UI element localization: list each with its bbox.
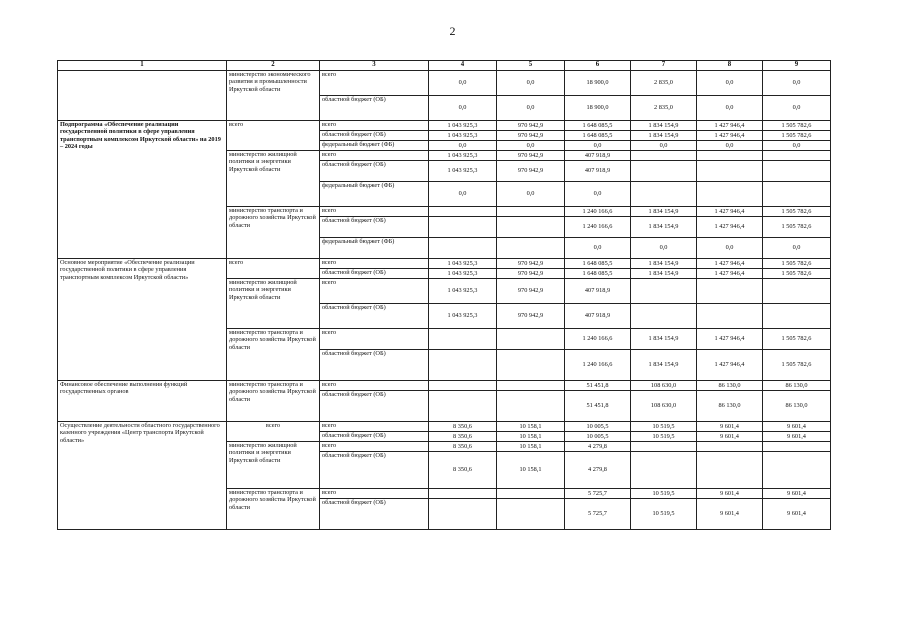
value-cell: 1 648 085,5 xyxy=(565,121,631,131)
value-cell xyxy=(763,442,831,452)
value-cell: 407 918,9 xyxy=(565,279,631,304)
source-cell: всего xyxy=(320,259,429,269)
value-cell xyxy=(497,350,565,381)
value-cell xyxy=(763,161,831,182)
budget-table xyxy=(57,60,831,530)
value-cell: 0,0 xyxy=(631,141,697,151)
table-row xyxy=(58,422,831,432)
value-cell: 1 834 154,9 xyxy=(631,269,697,279)
row-title: Подпрограмма «Обеспечение реализации государственной политики в сфере управления транспортным комплексом Иркутской области» на 2019 – 2024 годы xyxy=(58,121,227,259)
executor-cell: министерство транспорта и дорожного хозяйства Иркутской области xyxy=(227,489,320,530)
value-cell: 0,0 xyxy=(429,96,497,121)
value-cell: 1 505 782,6 xyxy=(763,131,831,141)
executor-cell: министерство транспорта и дорожного хозяйства Иркутской области xyxy=(227,329,320,381)
value-cell: 9 601,4 xyxy=(697,422,763,432)
executor-cell: всего xyxy=(227,422,320,442)
value-cell: 0,0 xyxy=(565,238,631,259)
value-cell xyxy=(429,350,497,381)
value-cell: 1 505 782,6 xyxy=(763,269,831,279)
value-cell: 1 834 154,9 xyxy=(631,207,697,217)
col-header: 2 xyxy=(227,61,320,71)
source-cell: областной бюджет (ОБ) xyxy=(320,269,429,279)
col-header: 8 xyxy=(697,61,763,71)
value-cell: 0,0 xyxy=(429,141,497,151)
value-cell xyxy=(497,499,565,530)
value-cell: 1 648 085,5 xyxy=(565,259,631,269)
value-cell: 0,0 xyxy=(429,71,497,96)
value-cell: 1 240 166,6 xyxy=(565,329,631,350)
value-cell xyxy=(697,151,763,161)
value-cell: 1 834 154,9 xyxy=(631,259,697,269)
value-cell: 1 427 946,4 xyxy=(697,131,763,141)
value-cell: 1 427 946,4 xyxy=(697,217,763,238)
value-cell: 1 043 925,3 xyxy=(429,121,497,131)
value-cell: 1 427 946,4 xyxy=(697,350,763,381)
value-cell: 10 519,5 xyxy=(631,432,697,442)
value-cell xyxy=(763,279,831,304)
source-cell: всего xyxy=(320,151,429,161)
value-cell: 10 158,1 xyxy=(497,422,565,432)
value-cell: 2 835,0 xyxy=(631,71,697,96)
value-cell: 407 918,9 xyxy=(565,304,631,329)
value-cell xyxy=(697,304,763,329)
value-cell xyxy=(697,452,763,489)
value-cell: 10 005,5 xyxy=(565,422,631,432)
executor-cell: всего xyxy=(227,259,320,279)
value-cell xyxy=(763,304,831,329)
executor-cell: министерство жилищной политики и энергетики Иркутской области xyxy=(227,151,320,207)
value-cell: 1 505 782,6 xyxy=(763,329,831,350)
value-cell: 8 350,6 xyxy=(429,422,497,432)
value-cell xyxy=(429,381,497,391)
value-cell: 970 942,9 xyxy=(497,304,565,329)
col-header: 6 xyxy=(565,61,631,71)
executor-cell: министерство жилищной политики и энергетики Иркутской области xyxy=(227,442,320,489)
value-cell: 0,0 xyxy=(697,141,763,151)
source-cell: областной бюджет (ОБ) xyxy=(320,391,429,422)
row-title: Осуществление деятельности областного государственного казенного учреждения «Центр транспорта Иркутской области» xyxy=(58,422,227,530)
value-cell: 1 834 154,9 xyxy=(631,350,697,381)
value-cell xyxy=(497,329,565,350)
source-cell: всего xyxy=(320,121,429,131)
value-cell: 9 601,4 xyxy=(763,489,831,499)
value-cell: 0,0 xyxy=(497,141,565,151)
value-cell: 1 427 946,4 xyxy=(697,329,763,350)
value-cell xyxy=(429,489,497,499)
value-cell: 970 942,9 xyxy=(497,131,565,141)
page-number: 2 xyxy=(449,24,456,38)
value-cell: 86 130,0 xyxy=(697,381,763,391)
value-cell: 86 130,0 xyxy=(763,391,831,422)
value-cell: 1 240 166,6 xyxy=(565,350,631,381)
value-cell: 0,0 xyxy=(565,141,631,151)
value-cell: 0,0 xyxy=(429,182,497,207)
value-cell: 1 834 154,9 xyxy=(631,131,697,141)
value-cell: 1 834 154,9 xyxy=(631,217,697,238)
value-cell: 10 519,5 xyxy=(631,422,697,432)
value-cell: 1 043 925,3 xyxy=(429,259,497,269)
header-row xyxy=(58,61,831,71)
value-cell xyxy=(631,182,697,207)
value-cell: 970 942,9 xyxy=(497,279,565,304)
value-cell xyxy=(429,391,497,422)
source-cell: федеральный бюджет (ФБ) xyxy=(320,238,429,259)
source-cell: областной бюджет (ОБ) xyxy=(320,499,429,530)
value-cell: 407 918,9 xyxy=(565,151,631,161)
value-cell: 970 942,9 xyxy=(497,259,565,269)
col-header: 4 xyxy=(429,61,497,71)
value-cell xyxy=(497,217,565,238)
value-cell: 4 279,8 xyxy=(565,452,631,489)
row-title xyxy=(58,71,227,121)
source-cell: областной бюджет (ОБ) xyxy=(320,217,429,238)
col-header: 7 xyxy=(631,61,697,71)
value-cell: 1 505 782,6 xyxy=(763,121,831,131)
value-cell: 10 005,5 xyxy=(565,432,631,442)
value-cell: 4 279,8 xyxy=(565,442,631,452)
value-cell: 86 130,0 xyxy=(697,391,763,422)
source-cell: всего xyxy=(320,442,429,452)
value-cell: 10 519,5 xyxy=(631,489,697,499)
value-cell: 1 427 946,4 xyxy=(697,121,763,131)
value-cell: 2 835,0 xyxy=(631,96,697,121)
value-cell xyxy=(429,238,497,259)
value-cell xyxy=(631,442,697,452)
value-cell: 0,0 xyxy=(763,238,831,259)
value-cell: 8 350,6 xyxy=(429,442,497,452)
value-cell: 51 451,8 xyxy=(565,391,631,422)
source-cell: всего xyxy=(320,279,429,304)
value-cell xyxy=(631,279,697,304)
value-cell: 9 601,4 xyxy=(763,499,831,530)
source-cell: всего xyxy=(320,381,429,391)
value-cell: 1 427 946,4 xyxy=(697,269,763,279)
source-cell: областной бюджет (ОБ) xyxy=(320,131,429,141)
value-cell: 1 427 946,4 xyxy=(697,207,763,217)
value-cell: 0,0 xyxy=(763,141,831,151)
value-cell: 1 043 925,3 xyxy=(429,279,497,304)
executor-cell: всего xyxy=(227,121,320,151)
value-cell: 0,0 xyxy=(497,182,565,207)
value-cell xyxy=(631,151,697,161)
executor-cell: министерство транспорта и дорожного хозяйства Иркутской области xyxy=(227,207,320,259)
value-cell: 0,0 xyxy=(631,238,697,259)
value-cell: 970 942,9 xyxy=(497,269,565,279)
row-title: Финансовое обеспечение выполнения функций государственных органов xyxy=(58,381,227,422)
value-cell xyxy=(697,279,763,304)
value-cell: 1 043 925,3 xyxy=(429,131,497,141)
value-cell xyxy=(497,391,565,422)
value-cell: 970 942,9 xyxy=(497,121,565,131)
source-cell: всего xyxy=(320,422,429,432)
value-cell: 1 834 154,9 xyxy=(631,329,697,350)
value-cell: 1 505 782,6 xyxy=(763,217,831,238)
value-cell xyxy=(763,452,831,489)
col-header: 3 xyxy=(320,61,429,71)
source-cell: всего xyxy=(320,329,429,350)
value-cell: 1 505 782,6 xyxy=(763,207,831,217)
value-cell: 5 725,7 xyxy=(565,489,631,499)
source-cell: федеральный бюджет (ФБ) xyxy=(320,141,429,151)
value-cell: 1 240 166,6 xyxy=(565,217,631,238)
value-cell: 1 043 925,3 xyxy=(429,304,497,329)
executor-cell: министерство транспорта и дорожного хозяйства Иркутской области xyxy=(227,381,320,422)
table-row xyxy=(58,121,831,131)
col-header: 1 xyxy=(58,61,227,71)
value-cell: 10 519,5 xyxy=(631,499,697,530)
value-cell: 1 043 925,3 xyxy=(429,151,497,161)
table-row xyxy=(58,381,831,391)
value-cell: 1 043 925,3 xyxy=(429,269,497,279)
value-cell: 0,0 xyxy=(697,71,763,96)
value-cell: 108 630,0 xyxy=(631,381,697,391)
source-cell: областной бюджет (ОБ) xyxy=(320,350,429,381)
value-cell xyxy=(429,329,497,350)
value-cell: 407 918,9 xyxy=(565,161,631,182)
table-row xyxy=(58,71,831,96)
value-cell: 1 240 166,6 xyxy=(565,207,631,217)
source-cell: областной бюджет (ОБ) xyxy=(320,304,429,329)
source-cell: областной бюджет (ОБ) xyxy=(320,432,429,442)
col-header: 5 xyxy=(497,61,565,71)
value-cell xyxy=(497,207,565,217)
value-cell: 9 601,4 xyxy=(697,432,763,442)
value-cell: 1 834 154,9 xyxy=(631,121,697,131)
value-cell xyxy=(631,304,697,329)
source-cell: областной бюджет (ОБ) xyxy=(320,96,429,121)
value-cell xyxy=(631,161,697,182)
value-cell: 10 158,1 xyxy=(497,452,565,489)
value-cell: 10 158,1 xyxy=(497,432,565,442)
value-cell: 86 130,0 xyxy=(763,381,831,391)
value-cell xyxy=(497,489,565,499)
value-cell: 9 601,4 xyxy=(763,432,831,442)
value-cell: 1 427 946,4 xyxy=(697,259,763,269)
table-row xyxy=(58,259,831,269)
value-cell: 9 601,4 xyxy=(763,422,831,432)
value-cell: 8 350,6 xyxy=(429,432,497,442)
value-cell xyxy=(763,182,831,207)
value-cell: 8 350,6 xyxy=(429,452,497,489)
value-cell: 9 601,4 xyxy=(697,499,763,530)
value-cell: 0,0 xyxy=(763,71,831,96)
value-cell xyxy=(631,452,697,489)
value-cell xyxy=(497,238,565,259)
value-cell: 18 900,0 xyxy=(565,96,631,121)
value-cell: 0,0 xyxy=(497,71,565,96)
value-cell xyxy=(429,207,497,217)
value-cell: 970 942,9 xyxy=(497,151,565,161)
value-cell xyxy=(429,499,497,530)
source-cell: областной бюджет (ОБ) xyxy=(320,161,429,182)
value-cell xyxy=(697,442,763,452)
executor-cell: министерство жилищной политики и энергетики Иркутской области xyxy=(227,279,320,329)
source-cell: всего xyxy=(320,71,429,96)
col-header: 9 xyxy=(763,61,831,71)
row-title: Основное мероприятие «Обеспечение реализации государственной политики в сфере управления транспортным комплексом Иркутской области» xyxy=(58,259,227,381)
value-cell: 0,0 xyxy=(497,96,565,121)
value-cell: 1 505 782,6 xyxy=(763,259,831,269)
executor-cell: министерство экономического развития и промышленности Иркутской области xyxy=(227,71,320,121)
value-cell xyxy=(429,217,497,238)
value-cell: 970 942,9 xyxy=(497,161,565,182)
value-cell: 51 451,8 xyxy=(565,381,631,391)
source-cell: всего xyxy=(320,489,429,499)
value-cell: 5 725,7 xyxy=(565,499,631,530)
value-cell xyxy=(497,381,565,391)
value-cell: 0,0 xyxy=(697,96,763,121)
value-cell: 0,0 xyxy=(565,182,631,207)
value-cell: 0,0 xyxy=(697,238,763,259)
value-cell: 10 158,1 xyxy=(497,442,565,452)
value-cell: 1 505 782,6 xyxy=(763,350,831,381)
value-cell: 1 648 085,5 xyxy=(565,269,631,279)
value-cell: 1 648 085,5 xyxy=(565,131,631,141)
value-cell: 9 601,4 xyxy=(697,489,763,499)
value-cell: 108 630,0 xyxy=(631,391,697,422)
value-cell xyxy=(763,151,831,161)
source-cell: федеральный бюджет (ФБ) xyxy=(320,182,429,207)
value-cell: 0,0 xyxy=(763,96,831,121)
value-cell xyxy=(697,182,763,207)
value-cell xyxy=(697,161,763,182)
value-cell: 1 043 925,3 xyxy=(429,161,497,182)
source-cell: всего xyxy=(320,207,429,217)
source-cell: областной бюджет (ОБ) xyxy=(320,452,429,489)
value-cell: 18 900,0 xyxy=(565,71,631,96)
